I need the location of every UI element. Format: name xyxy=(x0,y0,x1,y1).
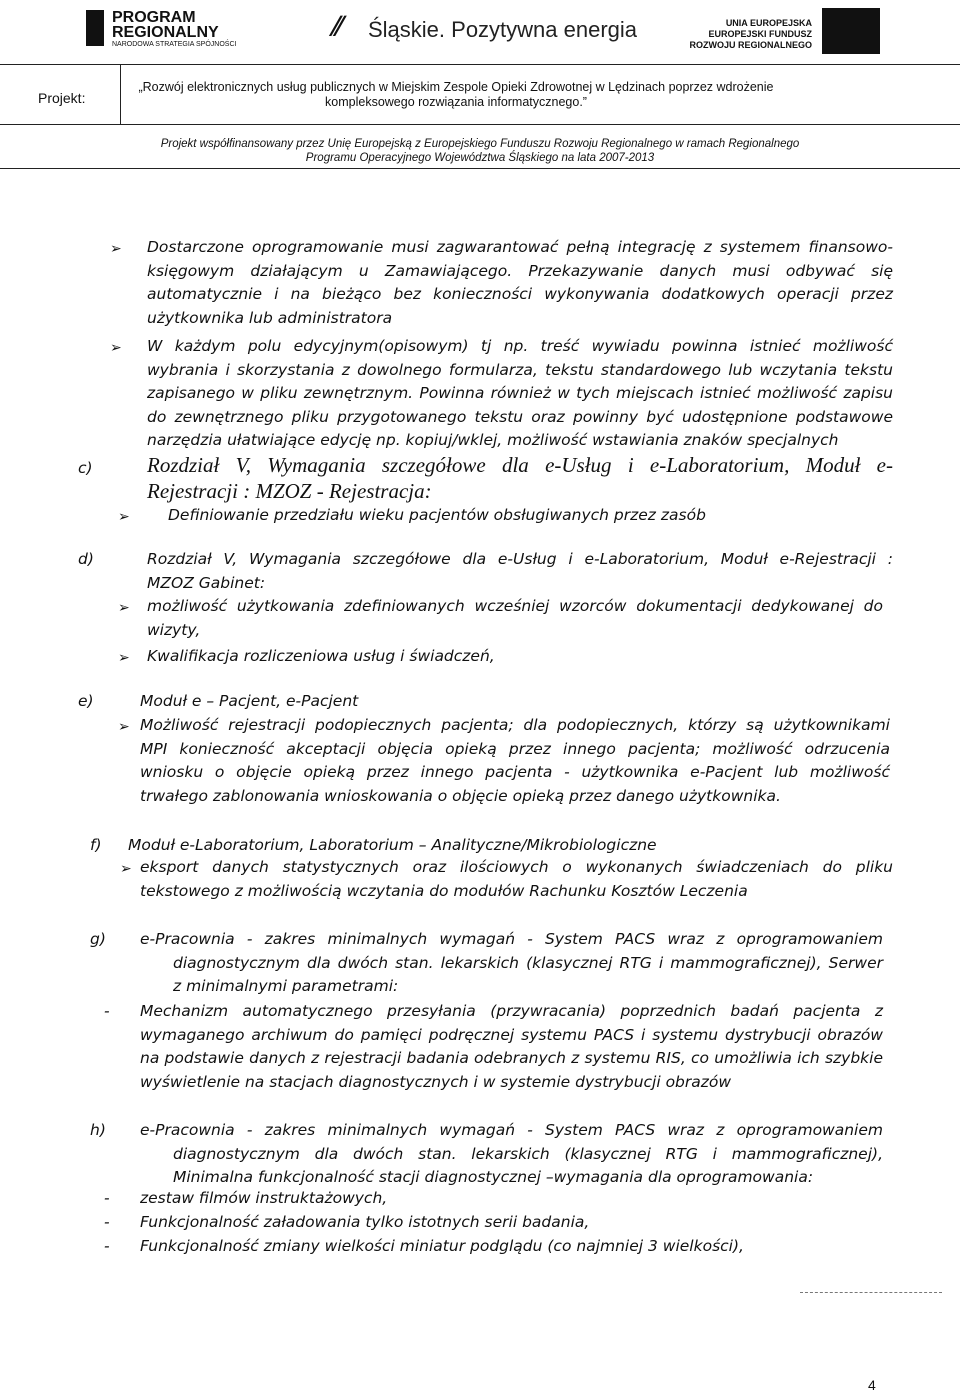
cofinance-line1: Projekt współfinansowany przez Unię Europejską z Europejskiego Funduszu Rozwoju Regionalnego w ramach Regionalnego xyxy=(160,138,800,150)
text-line: Dostarczone oprogramowanie musi zagwarantować pełną integrację z systemem finansowo- xyxy=(147,238,893,256)
text-line: wymaganego archiwum do pamięci podręcznej systemu PACS i systemu dystrybucji obrazów xyxy=(140,1025,883,1044)
arrow-bullet-icon: ➢ xyxy=(110,241,122,257)
text-line: Mechanizm automatycznego przesyłania (przywracania) poprzednich badań pacjenta z xyxy=(140,1002,883,1020)
text-line: Minimalna funkcjonalność stacji diagnostycznej –wymagania dla oprogramowania: xyxy=(173,1168,814,1186)
section-g-title xyxy=(140,928,883,999)
text-line: z minimalnymi parametrami: xyxy=(173,977,399,995)
header-vertical-divider xyxy=(120,64,121,124)
text-line: MPI konieczność akceptacji objęcia opieką przez innego pacjenta; możliwość odrzucenia xyxy=(140,739,890,758)
text-line: e-Pracownia - zakres minimalnych wymagań - System PACS wraz z oprogramowaniem xyxy=(140,930,883,948)
eu-text xyxy=(668,18,812,51)
text-line: narzędzia ułatwiające edycję np. kopiuj/wklej, możliwość wstawiania znaków specjalnych xyxy=(147,431,839,449)
text-line: możliwość użytkowania zdefiniowanych wcześniej wzorców dokumentacji dedykowanej do xyxy=(147,597,883,615)
arrow-bullet-icon: ➢ xyxy=(118,650,130,666)
program-logo-text xyxy=(112,10,236,49)
arrow-bullet-icon: ➢ xyxy=(110,340,122,356)
dash-bullet: - xyxy=(104,1189,110,1207)
projekt-title xyxy=(126,80,786,110)
slogan: Śląskie. Pozytywna energia xyxy=(368,17,638,42)
section-g-dash xyxy=(140,1000,883,1094)
footer-rule xyxy=(800,1292,942,1293)
projekt-title-line2: kompleksowego rozwiązania informatycznego.” xyxy=(325,95,587,109)
text-line: wniosku o objęcie opieką przez innego pacjenta - użytkownika e-Pacjent lub możliwość xyxy=(140,763,890,781)
arrow-bullet-icon: ➢ xyxy=(120,861,132,877)
section-d-title xyxy=(147,548,893,595)
projekt-title-line1: „Rozwój elektronicznych usług publicznych w Miejskim Zespole Opieki Zdrowotnej w Lędzinach poprzez wdrożenie xyxy=(138,80,774,94)
arrow-bullet-icon: ➢ xyxy=(118,509,130,525)
edit-field-paragraph xyxy=(147,335,893,453)
cofinance-note xyxy=(0,137,960,165)
projekt-label: Projekt: xyxy=(38,90,86,106)
section-h-title xyxy=(140,1119,883,1190)
arrow-bullet-icon: ➢ xyxy=(118,600,130,616)
eu-line2: EUROPEJSKI FUNDUSZ xyxy=(708,29,812,39)
section-d-label: d) xyxy=(78,550,94,568)
program-regionalny-logo xyxy=(86,10,104,46)
section-h-dash2: Funkcjonalność załadowania tylko istotnych serii badania, xyxy=(140,1213,590,1231)
section-h-dash3: Funkcjonalność zmiany wielkości miniatur podglądu (co najmniej 3 wielkości), xyxy=(140,1237,744,1255)
program-line1: PROGRAM xyxy=(112,9,196,26)
text-line: na podstawie danych z rejestracji badania odebranych z systemu RIS, co umożliwia ich szybkie xyxy=(140,1049,883,1067)
section-g-label: g) xyxy=(90,930,106,948)
header-divider-bottom xyxy=(0,168,960,169)
section-e-item xyxy=(140,714,890,808)
dash-bullet: - xyxy=(104,1002,110,1020)
dash-bullet: - xyxy=(104,1213,110,1231)
text-line: automatycznie i na bieżąco bez konieczności wykonywania dodatkowych operacji przez xyxy=(147,285,893,303)
text-line: e-Pracownia - zakres minimalnych wymagań - System PACS wraz z oprogramowaniem xyxy=(140,1121,883,1139)
program-line3: NARODOWA STRATEGIA SPÓJNOŚCI xyxy=(112,41,237,48)
text-line: wybrania i skorzystania z dowolnego formularza, tekstu standardowego lub wczytania tekstu xyxy=(147,360,893,379)
text-line: Rejestracji : MZOZ - Rejestracja: xyxy=(147,479,432,503)
section-c-label: c) xyxy=(78,459,93,477)
section-c-title xyxy=(147,452,893,504)
section-f-title: Moduł e-Laboratorium, Laboratorium – Analityczne/Mikrobiologiczne xyxy=(128,836,657,854)
text-line: tekstowego z możliwością wczytania do modułów Rachunku Kosztów Leczenia xyxy=(140,881,748,900)
arrow-bullet-icon: ➢ xyxy=(118,719,130,735)
section-f-item xyxy=(140,856,893,903)
dash-bullet: - xyxy=(104,1237,110,1255)
text-line: trwałego zablonowania wnioskowania o objęcie opieką przez danego użytkownika. xyxy=(140,786,781,805)
text-line: wizyty, xyxy=(147,620,201,639)
section-h-dash1: zestaw filmów instruktażowych, xyxy=(140,1189,388,1207)
text-line: W każdym polu edycyjnym(opisowym) tj np. treść wywiadu powinna istnieć możliwość xyxy=(147,337,893,355)
eu-line3: ROZWOJU REGIONALNEGO xyxy=(689,40,812,50)
slaskie-logo-icon: ⫽ xyxy=(330,12,342,42)
text-line: diagnostycznym dla dwóch stan. lekarskich (klasycznej RTG i mammograficznej), xyxy=(173,1144,883,1163)
text-line: Rozdział V, Wymagania szczegółowe dla e-Usług i e-Laboratorium, Moduł e-Rejestracji : xyxy=(147,550,893,568)
text-line: użytkownika lub administratora xyxy=(147,308,393,327)
text-line: diagnostycznym dla dwóch stan. lekarskich (klasycznej RTG i mammograficznej), Serwer xyxy=(173,953,883,972)
text-line: Rozdział V, Wymagania szczegółowe dla e-Usług i e-Laboratorium, Moduł e- xyxy=(147,453,893,477)
text-line: wyświetlenie na stacjach diagnostycznych i w systemie dystrybucji obrazów xyxy=(140,1072,732,1091)
header-divider-top xyxy=(0,64,960,65)
text-line: Możliwość rejestracji podopiecznych pacjenta; dla podopiecznych, którzy są użytkownikami xyxy=(140,716,890,734)
eu-line1: UNIA EUROPEJSKA xyxy=(725,18,812,28)
section-e-title: Moduł e – Pacjent, e-Pacjent xyxy=(140,692,359,710)
section-h-label: h) xyxy=(90,1121,106,1139)
section-f-label: f) xyxy=(90,836,102,854)
section-c-item: Definiowanie przedziału wieku pacjentów obsługiwanych przez zasób xyxy=(168,506,706,524)
section-d-item2: Kwalifikacja rozliczeniowa usług i świadczeń, xyxy=(147,647,495,665)
program-line2: REGIONALNY xyxy=(112,24,219,41)
text-line: do zewnętrznego pliku przygotowanego tekstu oraz powinny być udostępnione podstawowe xyxy=(147,407,893,426)
text-line: księgowym działającym u Zamawiającego. Przekazywanie danych musi odbywać się xyxy=(147,261,893,280)
cofinance-line2: Programu Operacyjnego Województwa Śląskiego na lata 2007-2013 xyxy=(305,152,655,164)
text-line: zapisanego w pliku zewnętrznym. Powinna również w tych miejscach istnieć możliwość zapisu xyxy=(147,384,893,402)
section-d-item1 xyxy=(147,595,883,642)
header-divider-mid xyxy=(0,124,960,125)
text-line: eksport danych statystycznych oraz ilościowych o wykonanych świadczeniach do pliku xyxy=(140,858,893,876)
integration-paragraph xyxy=(147,236,893,330)
page-number: 4 xyxy=(868,1377,876,1393)
eu-flag-icon xyxy=(822,8,880,54)
section-e-label: e) xyxy=(78,692,94,710)
text-line: MZOZ Gabinet: xyxy=(147,573,266,592)
